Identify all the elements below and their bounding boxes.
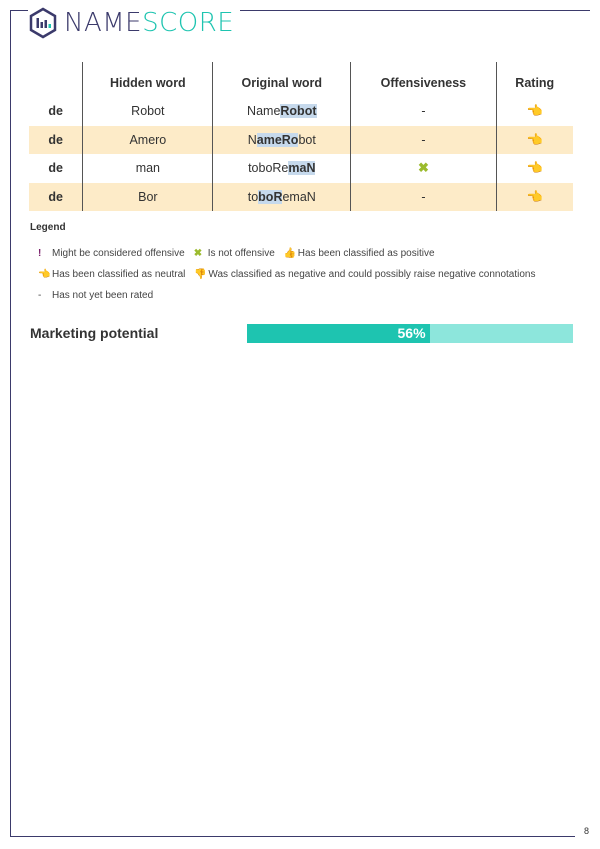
neutral-hand-icon: 👈 [496,183,573,212]
legend-row-3 [38,290,162,301]
not-offensive-cross-icon: ✖ [351,154,496,183]
cross-icon: ✖ [193,248,203,259]
original-word-prefix: N [247,132,257,147]
hidden-words-table [29,62,573,211]
language-cell: de [29,183,83,212]
hidden-word-cell: man [83,154,213,183]
original-word-cell [213,126,351,155]
logo-name-part: NAME [64,8,143,38]
original-word-highlight: ameRo [256,132,299,147]
original-word-prefix: to [247,189,259,204]
exclamation-icon: ! [38,248,42,259]
header-original-word: Original word [213,62,351,97]
legend-row-1 [38,248,444,259]
thumbs-up-icon: 👍 [283,248,297,259]
neutral-hand-icon: 👈 [496,126,573,155]
hidden-word-cell: Bor [83,183,213,212]
legend-item-offensive [38,248,185,259]
neutral-hand-icon: 👈 [38,269,51,280]
hidden-word-cell: Amero [83,126,213,155]
legend-item-negative [194,269,535,280]
logo-text [64,8,234,38]
original-word-prefix: toboRe [248,161,289,176]
logo-score-part: SCORE [142,8,235,38]
page-number: 8 [584,826,590,836]
page-frame-bottom [10,836,575,837]
original-word-highlight: Robot [280,104,317,119]
original-word-suffix: bot [298,132,316,147]
marketing-potential-bar [247,324,573,343]
table-row [29,183,573,212]
original-word-cell [213,97,351,126]
original-word-cell [213,183,351,212]
header-rating: Rating [515,75,555,90]
legend-label: Has been classified as positive [297,248,435,259]
marketing-potential-label: Marketing potential [30,325,159,341]
offensiveness-cell: - [351,183,496,212]
neutral-hand-icon: 👈 [526,160,543,176]
table-row [29,126,573,155]
namescore-logo [28,6,240,40]
legend-label: Has not yet been rated [52,290,154,301]
legend-row-2 [38,269,544,280]
language-cell: de [29,97,83,126]
language-cell: de [29,154,83,183]
dash-icon: - [38,290,42,301]
original-word-cell [213,154,351,183]
marketing-potential-value: 56% [397,325,426,341]
bar-chart-hexagon-icon [28,7,58,39]
header-language [29,62,83,97]
legend-label: Has been classified as neutral [52,269,186,280]
page-frame-left [10,10,11,836]
original-word-prefix: Name [247,104,281,119]
legend-item-not-rated [38,290,153,301]
legend-label: Was classified as negative and could possibly raise negative connotations [208,269,536,280]
thumbs-down-icon: 👎 [194,269,207,280]
hidden-word-cell: Robot [83,97,213,126]
offensiveness-cell: - [351,126,496,155]
legend-item-neutral [38,269,185,280]
original-word-highlight: boR [258,189,283,204]
legend-title: Legend [30,222,66,233]
neutral-hand-icon: 👈 [526,103,543,119]
table-row [29,97,573,126]
legend-label: Is not offensive [207,248,275,259]
table-row [29,154,573,183]
offensiveness-cell: - [351,97,496,126]
header-hidden-word: Hidden word [83,62,213,97]
table-header-row [29,62,573,97]
language-cell: de [29,126,83,155]
header-offensiveness: Offensiveness [351,62,496,97]
original-word-highlight: maN [288,161,316,176]
legend-item-positive [284,248,435,259]
original-word-suffix: emaN [282,189,316,204]
legend-item-not-offensive [194,248,275,259]
legend-label: Might be considered offensive [52,248,185,259]
